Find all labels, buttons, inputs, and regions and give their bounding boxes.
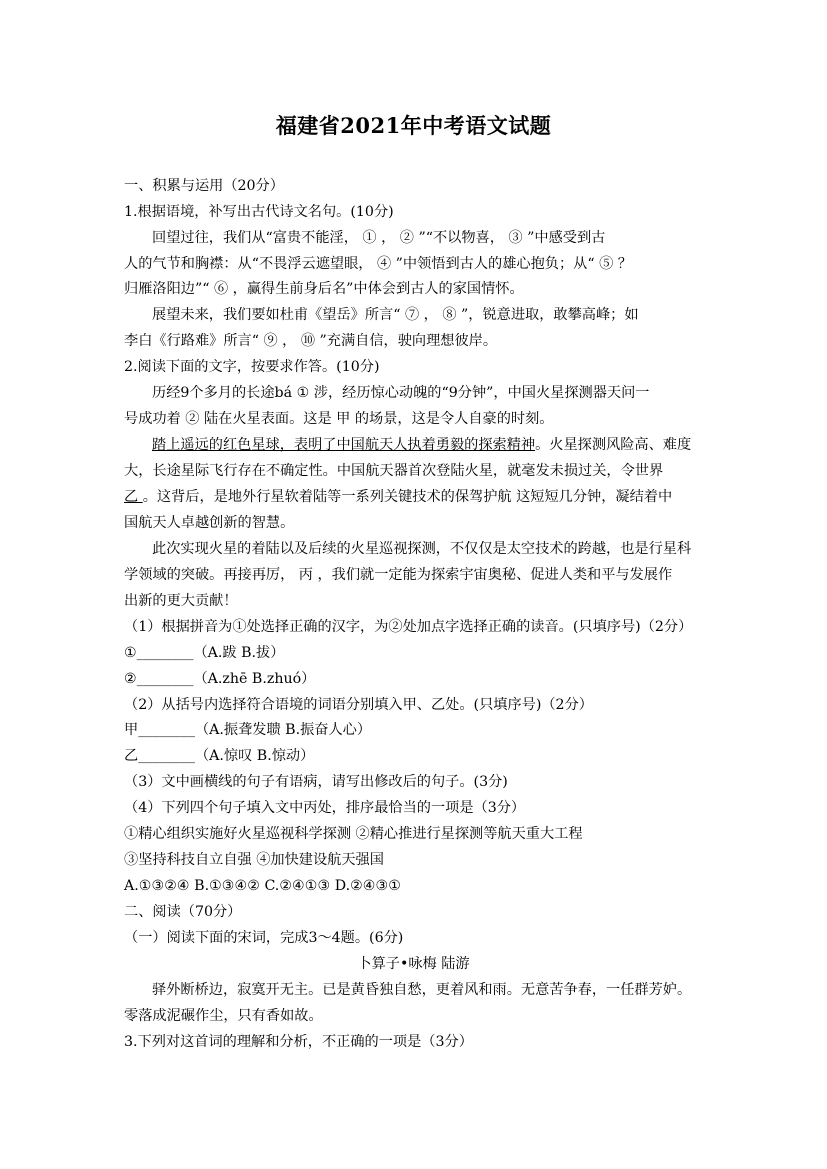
paragraph-line: 李白《行路难》所言“ ⑨ ， ⑩ ”充满自信，驶向理想彼岸。 xyxy=(124,333,498,349)
paragraph-line: 学领域的突破。再接再厉， 丙 ，我们就一定能为探索宇宙奥秘、促进人类和平与发展作 xyxy=(124,567,673,583)
answer-option: ①精心组织实施好火星巡视科学探测 ②精心推进行星探测等航天重大工程 xyxy=(124,826,583,842)
blank-yi: 乙 xyxy=(124,489,143,505)
subquestion: （2）从括号内选择符合语境的词语分别填入甲、乙处。(只填序号)（2分） xyxy=(124,697,593,713)
paragraph-line xyxy=(152,435,752,455)
answer-option: 乙________（A.惊叹 B.惊动） xyxy=(124,748,315,764)
page-title: 福建省2021年中考语文试题 xyxy=(275,113,552,138)
answer-option: ①________（A.跋 B.拔） xyxy=(124,645,285,661)
section-heading: 一、积累与运用（20分） xyxy=(124,178,284,194)
paragraph-line: 大，长途星际飞行存在不确定性。中国航天器首次登陆火星，就毫发未损过关，令世界 xyxy=(124,463,664,479)
paragraph-line: 国航天人卓越创新的智慧。 xyxy=(124,515,295,531)
paragraph-line: 归雁洛阳边”“ ⑥ ，赢得生前身后名”中体会到古人的家国情怀。 xyxy=(124,281,524,297)
paragraph-line: 此次实现火星的着陆以及后续的火星巡视探测，不仅仅是太空技术的跨越，也是行星科 xyxy=(152,541,692,557)
answer-option: ②________（A.zhē B.zhuó） xyxy=(124,671,316,687)
question-heading: 2.阅读下面的文字，按要求作答。(10分) xyxy=(124,359,380,375)
subquestion: （4）下列四个句子填入文中丙处，排序最恰当的一项是（3分） xyxy=(124,800,526,816)
poem-title: 卜算子•咏梅 陆游 xyxy=(357,956,470,972)
sentence-tail: 。火星探测风险高、难度 xyxy=(535,437,692,453)
poem-line: 零落成泥碾作尘，只有香如故。 xyxy=(124,1008,323,1024)
question-heading: （一）阅读下面的宋词，完成3～4题。(6分) xyxy=(124,930,404,946)
answer-option: 甲________（A.振聋发聩 B.振奋人心） xyxy=(124,722,372,738)
poem-line: 驿外断桥边，寂寞开无主。已是黄昏独自愁，更着风和雨。无意苦争春，一任群芳妒。 xyxy=(152,982,692,998)
paragraph-line: 号成功着 ② 陆在火星表面。这是 甲 的场景，这是令人自豪的时刻。 xyxy=(124,411,554,427)
answer-choices: A.①③②④ B.①③④② C.②④①③ D.②④③① xyxy=(124,878,401,894)
paragraph-line: 出新的更大贡献！ xyxy=(124,593,238,609)
paragraph-line xyxy=(124,487,724,507)
paragraph-line: 人的气节和胸襟：从“不畏浮云遮望眼， ④ ”中领悟到古人的雄心抱负；从“ ⑤ ？ xyxy=(124,256,632,272)
paragraph-line: 回望过往，我们从“富贵不能淫， ① ， ② ”“不以物喜， ③ ”中感受到古 xyxy=(152,230,606,246)
underlined-sentence: 踏上遥远的红色星球，表明了中国航天人执着勇毅的探索精神 xyxy=(152,437,536,453)
paragraph-line: 展望未来，我们要如杜甫《望岳》所言“ ⑦ ， ⑧ ”，锐意进取，敢攀高峰；如 xyxy=(152,307,639,323)
sentence-tail: 。这背后，是地外行星软着陆等一系列关键技术的保驾护航 这短短几分钟，凝结着中 xyxy=(142,489,673,505)
subquestion: （1）根据拼音为①处选择正确的汉字，为②处加点字选择正确的读音。(只填序号)（2分） xyxy=(124,619,693,635)
answer-option: ③坚持科技自立自强 ④加快建设航天强国 xyxy=(124,852,384,868)
subquestion: （3）文中画横线的句子有语病，请写出修改后的句子。(3分) xyxy=(124,774,508,790)
section-heading: 二、阅读（70分） xyxy=(124,904,242,920)
question-heading: 1.根据语境，补写出古代诗文名句。(10分) xyxy=(124,204,394,220)
paragraph-line: 历经9个多月的长途bá ① 涉，经历惊心动魄的“9分钟”，中国火星探测器天问一 xyxy=(152,385,650,401)
question-heading: 3.下列对这首词的理解和分析，不正确的一项是（3分） xyxy=(124,1034,473,1050)
